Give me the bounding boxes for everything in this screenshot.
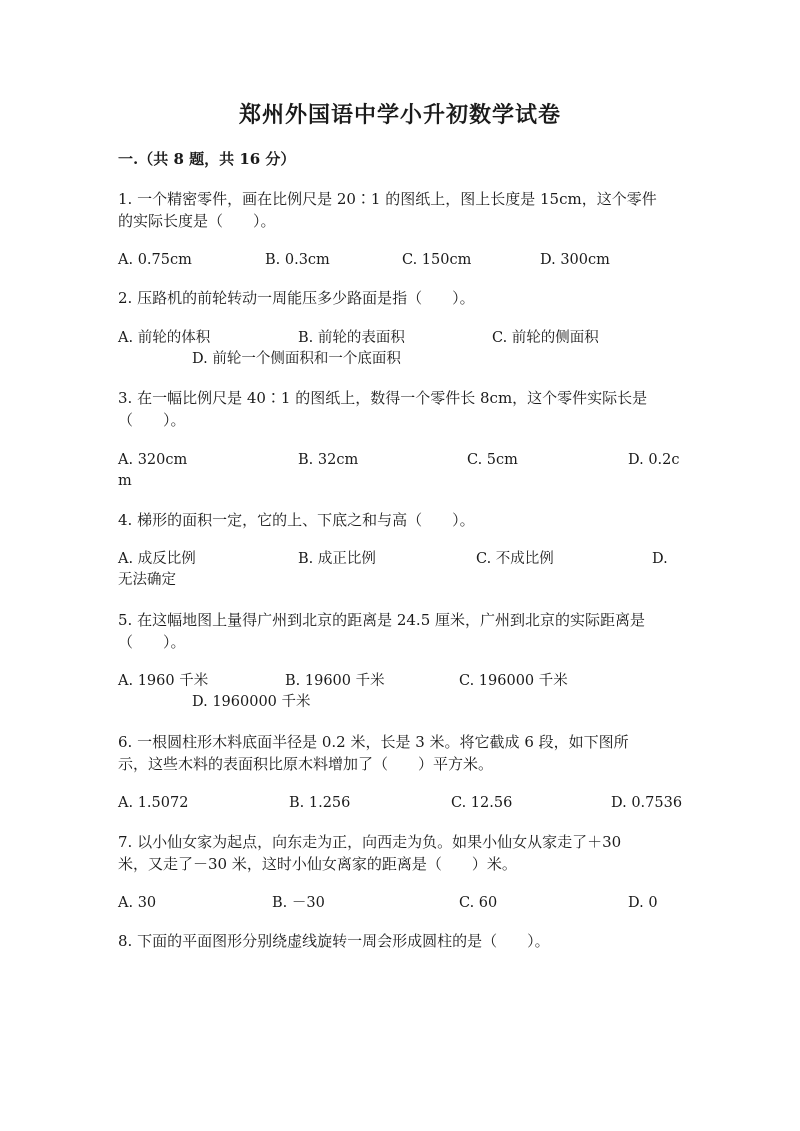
option-d: D. 300cm [540,252,610,268]
question-text: （ ）。 [118,411,186,429]
option-c: C. 60 [459,895,498,911]
option-c: C. 不成比例 [476,551,554,567]
option-b: B. －30 [272,895,325,911]
option-b: B. 前轮的表面积 [298,330,405,346]
option-b: B. 32cm [298,452,359,468]
question-8 [118,930,678,952]
section-heading: 一.（共 8 题，共 16 分） [118,150,296,168]
page-title: 郑州外国语中学小升初数学试卷 [238,102,561,128]
option-a: A. 1960 千米 [118,673,209,689]
option-d-wrap: m [118,473,132,489]
option-c: C. 150cm [402,252,472,268]
option-d: D. 前轮一个侧面积和一个底面积 [192,351,401,367]
question-text: 的实际长度是（ ）。 [118,212,276,230]
option-c: C. 196000 千米 [459,673,568,689]
option-b: B. 0.3cm [265,252,330,268]
option-a: A. 30 [118,895,157,911]
option-d: D. 1960000 千米 [192,694,311,710]
option-b: B. 1.256 [289,795,351,811]
question-text: 8. 下面的平面图形分别绕虚线旋转一周会形成圆柱的是（ ）。 [118,932,550,950]
option-d: D. 0 [628,895,658,911]
question-text: 米，又走了－30 米，这时小仙女离家的距离是（ ）米。 [118,855,517,873]
question-text: 3. 在一幅比例尺是 40∶1 的图纸上，数得一个零件长 8cm，这个零件实际长是 [118,389,648,407]
option-d-wrap: 无法确定 [118,572,176,588]
question-3 [118,387,678,431]
question-text: 示，这些木料的表面积比原木料增加了（ ）平方米。 [118,755,494,773]
option-d: D. [652,551,668,567]
option-a: A. 成反比例 [118,551,196,567]
option-b: B. 成正比例 [298,551,376,567]
option-c: C. 12.56 [451,795,513,811]
question-6 [118,731,678,775]
option-c: C. 5cm [467,452,518,468]
question-1 [118,188,678,232]
question-text: 7. 以小仙女家为起点，向东走为正，向西走为负。如果小仙女从家走了＋30 [118,833,622,851]
question-text: 2. 压路机的前轮转动一周能压多少路面是指（ ）。 [118,289,475,307]
option-c: C. 前轮的侧面积 [492,330,599,346]
question-text: 5. 在这幅地图上量得广州到北京的距离是 24.5 厘米，广州到北京的实际距离是 [118,611,646,629]
option-d: D. 0.7536 [611,795,683,811]
question-text: 4. 梯形的面积一定，它的上、下底之和与高（ ）。 [118,511,475,529]
question-text: 1. 一个精密零件，画在比例尺是 20∶1 的图纸上，图上长度是 15cm，这个零件 [118,190,657,208]
option-a: A. 1.5072 [118,795,189,811]
option-a: A. 320cm [118,452,188,468]
option-b: B. 19600 千米 [285,673,385,689]
option-d: D. 0.2c [628,452,680,468]
question-2 [118,287,678,309]
question-text: 6. 一根圆柱形木料底面半径是 0.2 米，长是 3 米。将它截成 6 段，如下图所 [118,733,629,751]
question-5 [118,609,678,653]
option-a: A. 前轮的体积 [118,330,211,346]
question-7 [118,831,678,875]
question-text: （ ）。 [118,633,186,651]
question-4 [118,509,678,531]
option-a: A. 0.75cm [118,252,192,268]
